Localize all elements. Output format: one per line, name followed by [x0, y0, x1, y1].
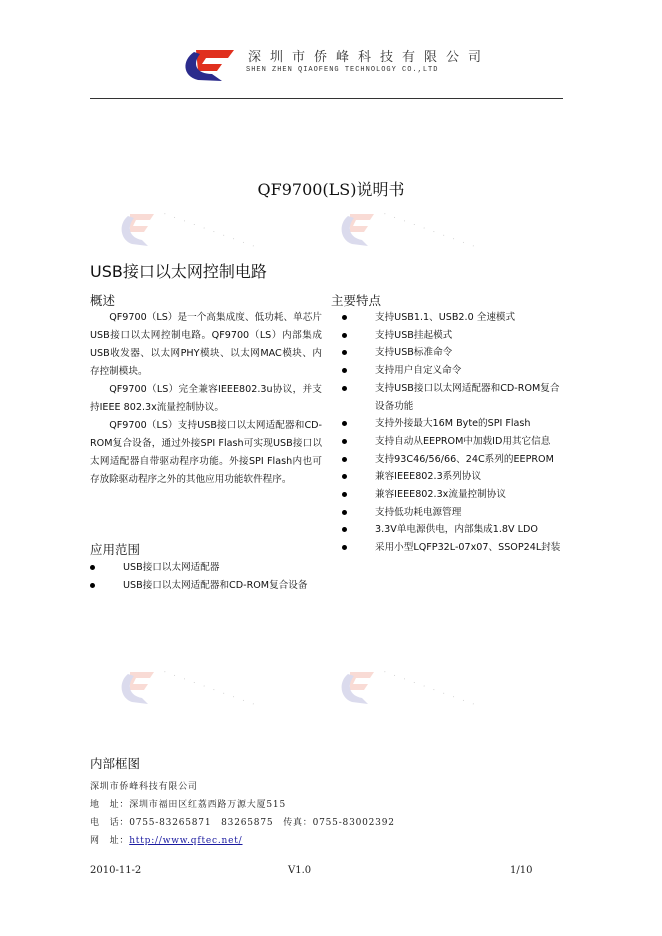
company-name-cn: 深圳市侨峰科技有限公司 — [248, 50, 491, 65]
watermark-text: · · · · · · · · · · — [382, 668, 479, 710]
watermark-text: · · · · · · · · · · — [162, 210, 259, 252]
overview-paragraph: QF9700（LS）是一个高集成度、低功耗、单芯片USB接口以太网控制电路。QF9700（LS）内部集成USB收发器、以太网PHY模块、以太网MAC模块、内存控制模块。 — [90, 312, 322, 377]
features-list — [340, 309, 565, 557]
footer-page-number: 1/10 — [510, 865, 533, 876]
footer-version: V1.0 — [288, 865, 312, 876]
main-heading: USB接口以太网控制电路 — [90, 262, 267, 281]
overview-text — [90, 309, 322, 489]
list-item: USB接口以太网适配器和CD-ROM复合设备 — [88, 577, 328, 595]
document-title: QF9700(LS)说明书 — [257, 180, 405, 199]
footer-date: 2010-11-2 — [90, 865, 142, 876]
features-heading: 主要特点 — [331, 293, 382, 308]
list-item: USB接口以太网适配器 — [88, 559, 328, 577]
website-link[interactable]: http://www.qftec.net/ — [129, 836, 243, 846]
list-item: 兼容IEEE802.3系列协议 — [340, 468, 565, 486]
qf-logo-icon — [182, 46, 236, 82]
list-item: 兼容IEEE802.3x流量控制协议 — [340, 486, 565, 504]
fax-label: 传真： — [283, 818, 313, 828]
list-item: 采用小型LQFP32L-07x07、SSOP24L封装 — [340, 539, 565, 557]
list-item: 3.3V单电源供电，内部集成1.8V LDO — [340, 521, 565, 539]
fax-value: 0755-83002392 — [312, 818, 395, 828]
address-value: 深圳市福田区红荔西路万源大厦515 — [129, 800, 286, 810]
overview-paragraph: QF9700（LS）完全兼容IEEE802.3u协议，并支持IEEE 802.3x流量控制协议。 — [90, 384, 322, 413]
list-item: 支持用户自定义命令 — [340, 362, 565, 380]
overview-heading: 概述 — [90, 293, 116, 308]
list-item: 支持USB接口以太网适配器和CD-ROM复合设备功能 — [340, 380, 565, 415]
list-item: 支持USB标准命令 — [340, 344, 565, 362]
watermark-text: · · · · · · · · · · — [162, 668, 259, 710]
watermark-logo-icon — [118, 210, 158, 250]
phone-value: 0755-83265871 83265875 — [129, 818, 274, 828]
list-item: 支持低功耗电源管理 — [340, 504, 565, 522]
contact-info — [90, 778, 395, 850]
list-item: 支持外接最大16M Byte的SPI Flash — [340, 415, 565, 433]
company-logo-banner — [178, 44, 491, 82]
watermark-logo-icon — [118, 668, 158, 708]
phone-label: 电 话： — [90, 818, 130, 828]
applications-list — [88, 559, 328, 594]
block-diagram-heading: 内部框图 — [90, 756, 141, 771]
header-divider — [90, 98, 563, 99]
applications-heading: 应用范围 — [90, 542, 141, 557]
company-name-en: SHEN ZHEN QIAOFENG TECHNOLOGY CO.,LTD — [246, 66, 439, 74]
watermark-logo-icon — [338, 668, 378, 708]
overview-paragraph: QF9700（LS）支持USB接口以太网适配器和CD-ROM复合设备，通过外接SPI Flash可实现USB接口以太网适配器自带驱动程序功能。外接SPI Flash内也可存放除驱动程序之外的其他应用功能软件程序。 — [90, 420, 322, 485]
address-label: 地 址： — [90, 800, 130, 810]
list-item: 支持USB1.1、USB2.0 全速模式 — [340, 309, 565, 327]
web-label: 网 址： — [90, 836, 130, 846]
contact-company: 深圳市侨峰科技有限公司 — [90, 782, 198, 792]
list-item: 支持自动从EEPROM中加载ID用其它信息 — [340, 433, 565, 451]
watermark-logo-icon — [338, 210, 378, 250]
list-item: 支持USB挂起模式 — [340, 327, 565, 345]
watermark-text: · · · · · · · · · · — [382, 210, 479, 252]
list-item: 支持93C46/56/66、24C系列的EEPROM — [340, 451, 565, 469]
